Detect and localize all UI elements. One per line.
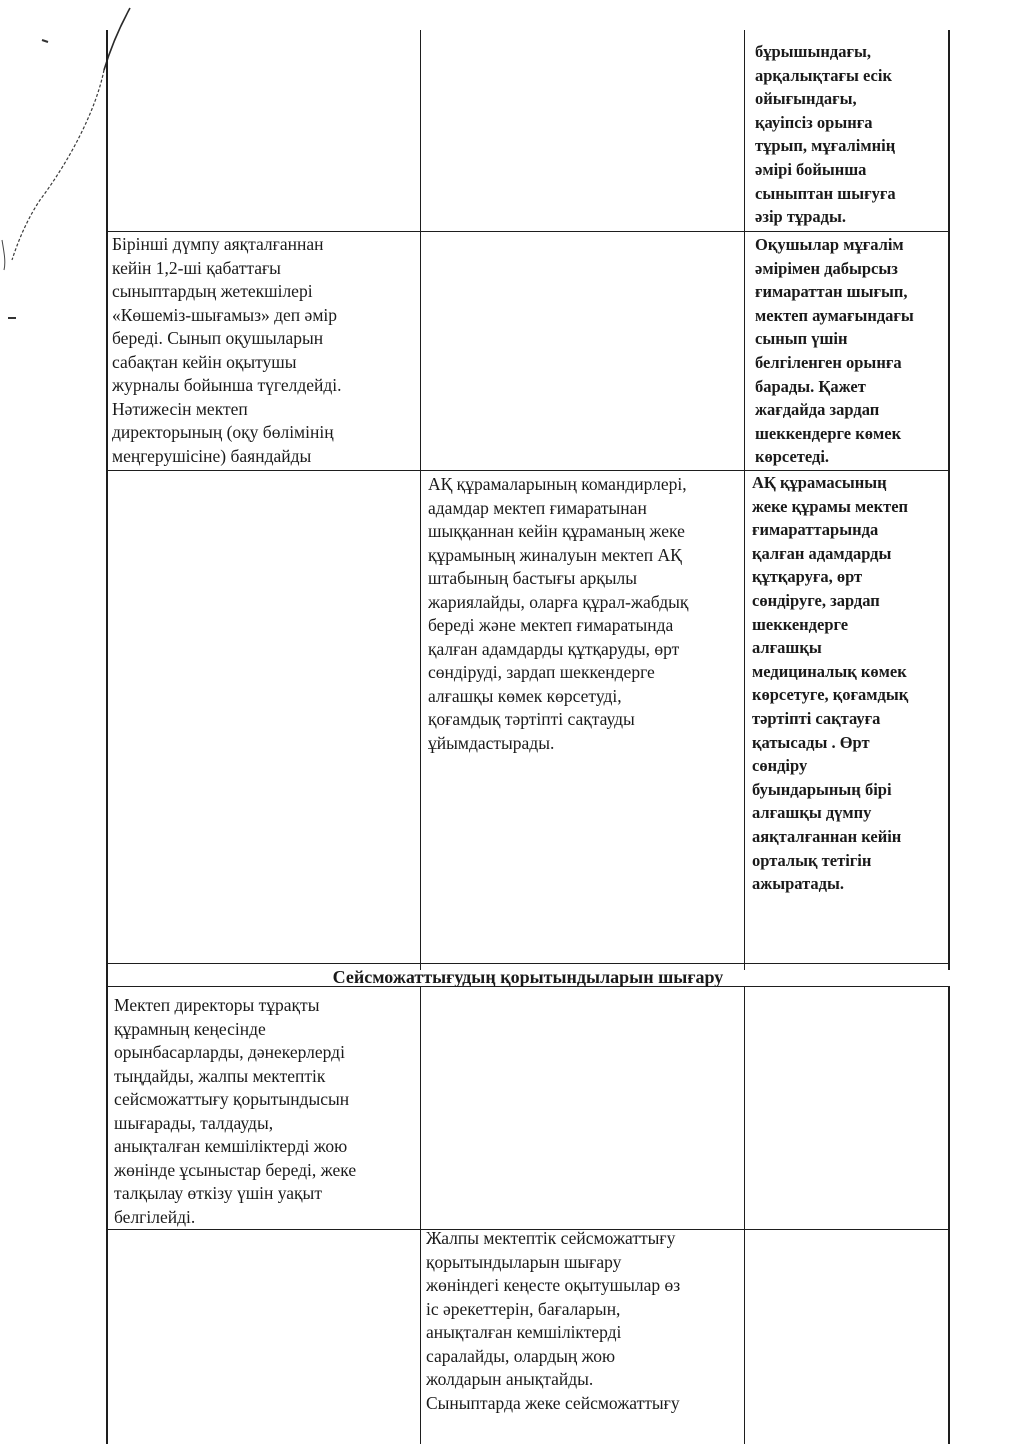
- table-col1-divider: [420, 30, 421, 970]
- row3-col2: АҚ құрамаларының командирлері, адамдар мектеп ғимаратынан шыққаннан кейін құраманың жеке құрамының жиналуын мектеп АҚ штабының бастығы арқылы жариялайды, оларға құрал-жабдық береді және мектеп ғимаратында қалған адамдарды құтқаруды, өрт сөндіруді, зардап шеккендерге алғашқы көмек көрсетуді, қоғамдық тәртіпті сақтауды ұйымдастырады.: [428, 474, 689, 753]
- table-col2-divider: [744, 30, 745, 970]
- table-right-border: [948, 30, 950, 970]
- row5-col2: Жалпы мектептік сейсможаттығу қорытындыларын шығару жөніндегі кеңесте оқытушылар өз іс әрекеттерін, бағаларын, анықталған кемшіліктерді саралайды, олардың жою жолдарын анықтайды. Сыныптарда жеке сейсможаттығу: [426, 1228, 681, 1413]
- row-border-3: [106, 963, 950, 964]
- table-col2-divider-lower: [744, 986, 745, 1444]
- table-left-border: [106, 30, 108, 1444]
- table-right-border-lower: [948, 986, 950, 1444]
- row2-col3: Оқушылар мұғалім әмірімен дабырсыз ғимараттан шығып, мектеп аумағындағы сынып үшін белгіленген орынға барады. Қажет жағдайда зардап шеккендерге көмек көрсетеді.: [755, 235, 914, 467]
- row3-col3: АҚ құрамасының жеке құрамы мектеп ғимараттарында қалған адамдарды құтқаруға, өрт сөндіруге, зардап шеккендерге алғашқы медициналық көмек көрсетуге, қоғамдық тәртіпті сақтауға қатысады . Өрт сөндіру буындарының бірі алғашқы дүмпу аяқталғаннан кейін орталық тетігін ажыратады.: [752, 473, 909, 894]
- row1-col3: бұрышындағы, арқалықтағы есік ойығындағы, қауіпсіз орынға тұрып, мұғалімнің әмірі бойынша сыныптан шығуға әзір тұрады.: [755, 42, 896, 227]
- section-heading: Сейсможаттығудың қорытындыларын шығару: [332, 967, 724, 987]
- row4-col1: Мектеп директоры тұрақты құрамның кеңесінде орынбасарларды, дәнекерлерді тыңдайды, жалпы мектептік сейсможаттығу қорытындысын шығарады, талдауды, анықталған кемшіліктерді жою жөнінде ұсыныстар береді, жеке талқылау өткізу үшін уақыт белгілейді.: [114, 995, 357, 1227]
- table-col1-divider-lower: [420, 986, 421, 1444]
- row2-col1: Бірінші дүмпу аяқталғаннан кейін 1,2-ші қабаттағы сыныптардың жетекшілері «Көшеміз-шығамыз» деп әмір береді. Сынып оқушыларын сабақтан кейін оқытушы журналы бойынша түгелдейді. Нәтижесін мектеп директорының (оқу бөлімінің меңгерушісіне) баяндайды: [112, 234, 342, 466]
